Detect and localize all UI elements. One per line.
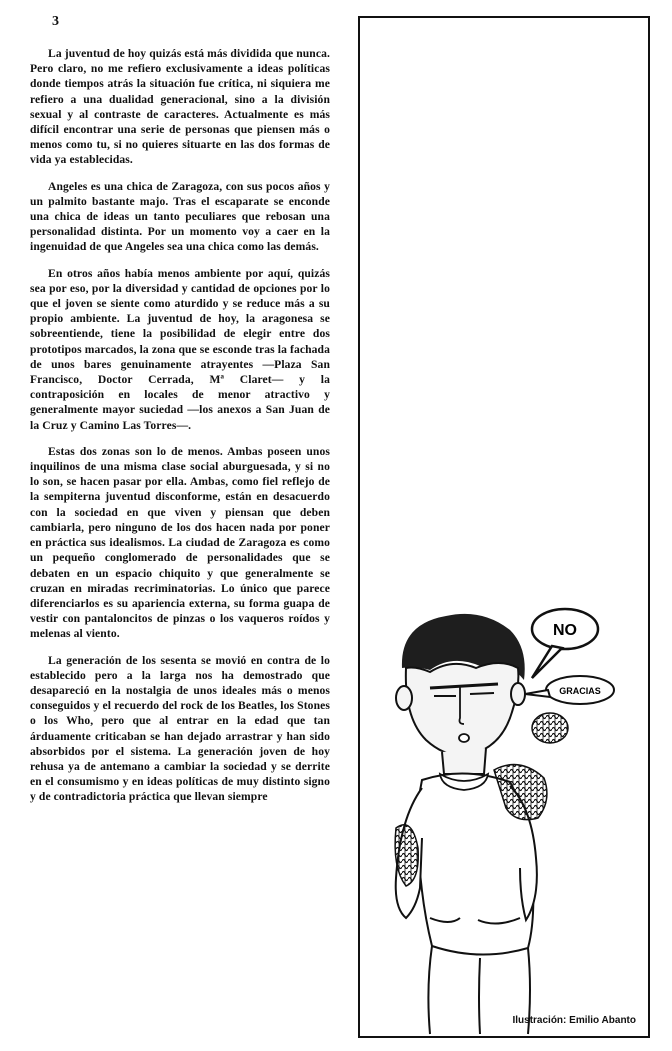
illustration-credit: Ilustración: Emilio Abanto [512,1015,636,1026]
article-paragraph-1: La juventud de hoy quizás está más dividida que nunca. Pero claro, no me refiero exclusivamente a ideas políticas donde tiempos atrás la situación fue crítica, ni siquiera me refiero a una dualidad generacional, sino a la división sexual y al contraste de caracteres. Actualmente es más difícil encontrar una serie de personas que piensen más o menos como tu, si no quieres situarte en las dos formas de vida ya establecidas. [30,47,330,167]
boy-illustration [360,18,648,1036]
page-number: 3 [52,14,59,29]
bubble-no-text: NO [553,622,577,639]
illustration-panel [358,16,650,1038]
article-paragraph-3: En otros años había menos ambiente por aquí, quizás sea por eso, por la diversidad y cantidad de opciones por lo que el joven se siente como aturdido y se reduce más a su propio ambiente. La juventud de hoy, la aragonesa se sobreentiende, tiene la posibilidad de elegir entre dos prototipos marcados, la zona que se esconde tras la fachada de unos bares genuinamente atrayentes —Plaza San Francisco, Doctor Cerrada, Mª Claret— y la contraposición en locales de menor atractivo y generalmente mayor suciedad —los anexos a San Juan de la Cruz y Camino Las Torres—. [30,266,330,432]
speech-bubble-small [525,676,614,704]
article-text-column [30,46,330,816]
speech-bubble-large [532,609,598,678]
bubble-gracias-text: GRACIAS [559,686,601,696]
article-paragraph-4: Estas dos zonas son lo de menos. Ambas poseen unos inquilinos de una misma clase social aburguesada, y si no lo son, se hacen pasar por ella. Ambas, como fiel reflejo de la sempiterna juventud disconforme, están en desacuerdo con la sociedad en que viven y piensan que deben cambiarla, pero ninguno de los dos hacen nada por poner en práctica sus idealismos. La ciudad de Zaragoza es como un pequeño conglomerado de personalidades que se debaten en un espacio chiquito y que generalmente se cruzan en miradas recriminatorias. Lo único que parece diferenciarlos es su apariencia externa, su forma guapa de vestir con pantaloncitos de pinzas o los vaqueros roídos y melenas al viento. [30,444,330,641]
article-paragraph-5: La generación de los sesenta se movió en contra de lo establecido pero a la larga nos ha demostrado que desapareció en la nostalgia de unos ideales más o menos conseguidos y el recuerdo del rock de los Beatles, los Stones o los Who, pero que al entrar en la edad que tan árduamente criticaban se han dejado arrastrar y han sido absorbidos por el sistema. La generación joven de hoy rehusa ya de antemano a cambiar la sociedad y se derrite en el consumismo y en ideas políticas de muy distinto signo y de contradictoria práctica que llevan siempre [30,653,330,804]
weave-patch-icon [532,713,568,743]
article-paragraph-2: Angeles es una chica de Zaragoza, con sus pocos años y un palmito bastante majo. Tras el escaparate se enconde una chica de ideas un tanto peculiares que rebosan una personalidad distinta. Por un momento voy a caer en la ingenuidad de que Angeles sea una chica como las demás. [30,179,330,254]
